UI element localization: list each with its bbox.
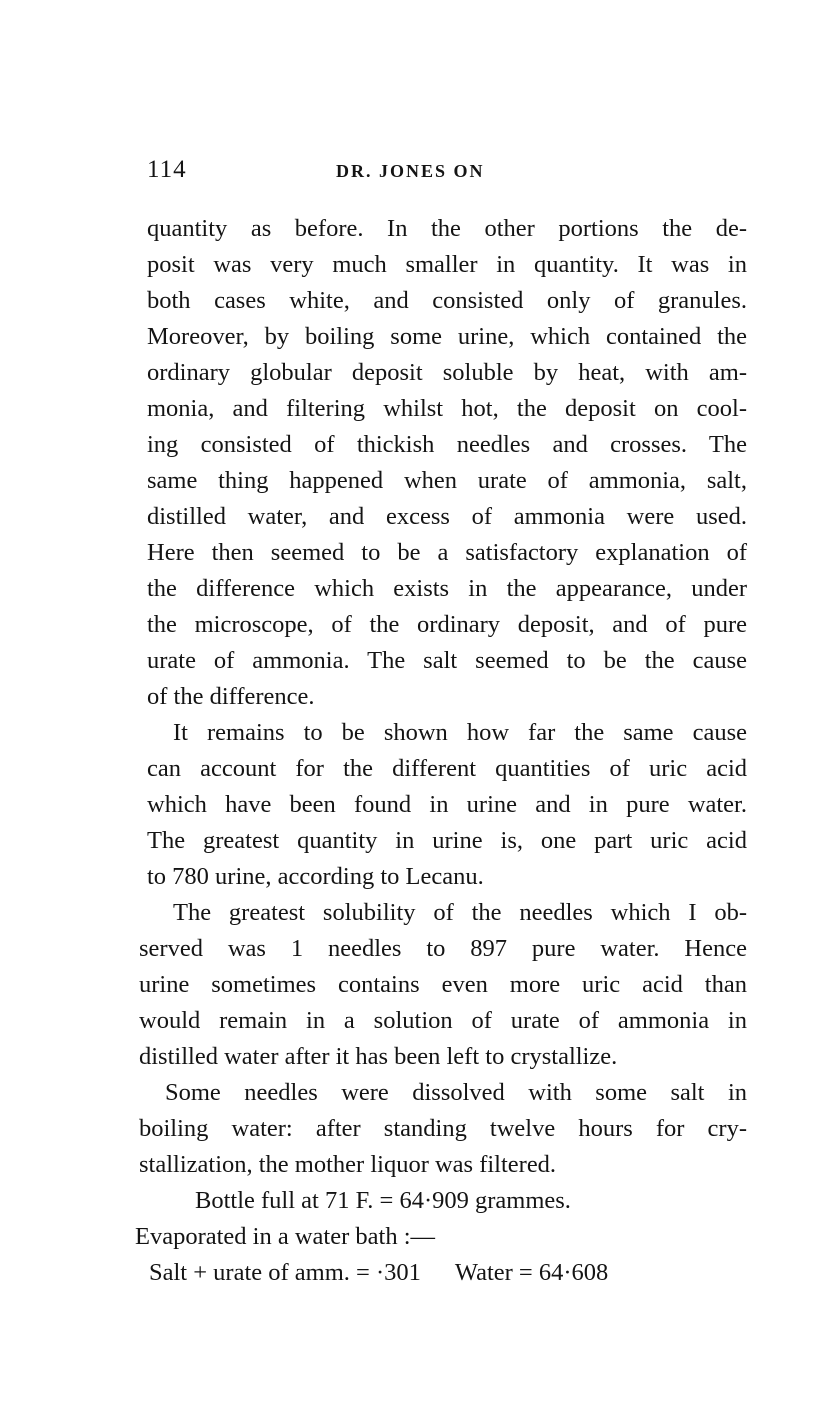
text-line: stallization, the mother liquor was filtered. <box>139 1151 557 1178</box>
text-line: to 780 urine, according to Lecanu. <box>147 863 484 890</box>
text-line: ing consisted of thickish needles and crosses. The <box>147 431 747 458</box>
water-value: Water = 64·608 <box>454 1259 609 1286</box>
text-line: distilled water, and excess of ammonia were used. <box>147 503 747 530</box>
evaporation-note: Evaporated in a water bath :— <box>135 1223 436 1250</box>
text-line: can account for the different quantities of uric acid <box>147 755 747 782</box>
text-line: served was 1 needles to 897 pure water. Hence <box>139 935 747 962</box>
text-line: Moreover, by boiling some urine, which contained the <box>147 323 747 350</box>
text-line: same thing happened when urate of ammonia, salt, <box>147 467 747 494</box>
text-line: ordinary globular deposit soluble by heat, with am- <box>147 359 747 386</box>
text-line: boiling water: after standing twelve hours for cry- <box>139 1115 747 1142</box>
salt-urate-value: Salt + urate of amm. = ·301 <box>149 1259 421 1286</box>
evaporation-result <box>149 1255 747 1291</box>
text-line: The greatest solubility of the needles which I ob- <box>173 899 747 926</box>
running-head: DR. JONES ON <box>336 161 485 181</box>
paragraph-3 <box>139 895 747 1075</box>
text-line: urine sometimes contains even more uric acid than <box>139 971 747 998</box>
text-line: distilled water after it has been left to crystallize. <box>139 1043 618 1070</box>
text-line: both cases white, and consisted only of granules. <box>147 287 747 314</box>
text-line: the difference which exists in the appearance, under <box>147 575 747 602</box>
paragraph-4 <box>139 1075 747 1183</box>
text-line: posit was very much smaller in quantity. It was in <box>147 251 747 278</box>
text-line: Some needles were dissolved with some salt in <box>165 1079 747 1106</box>
text-line: would remain in a solution of urate of ammonia in <box>139 1007 747 1034</box>
text-line: It remains to be shown how far the same cause <box>173 719 747 746</box>
measurements <box>135 1183 747 1291</box>
bottle-measurement: Bottle full at 71 F. = 64·909 grammes. <box>195 1187 571 1214</box>
text-line: urate of ammonia. The salt seemed to be the cause <box>147 647 747 674</box>
body-text <box>135 211 747 1291</box>
text-line: of the difference. <box>147 683 315 710</box>
page-number: 114 <box>147 156 187 183</box>
text-line: monia, and filtering whilst hot, the deposit on cool- <box>147 395 747 422</box>
text-line: the microscope, of the ordinary deposit, and of pure <box>147 611 747 638</box>
text-line: which have been found in urine and in pure water. <box>147 791 747 818</box>
text-line: Here then seemed to be a satisfactory explanation of <box>147 539 747 566</box>
text-line: The greatest quantity in urine is, one part uric acid <box>147 827 747 854</box>
text-line: quantity as before. In the other portions the de- <box>147 215 747 242</box>
paragraph-2 <box>147 715 747 895</box>
paragraph-1 <box>147 211 747 715</box>
